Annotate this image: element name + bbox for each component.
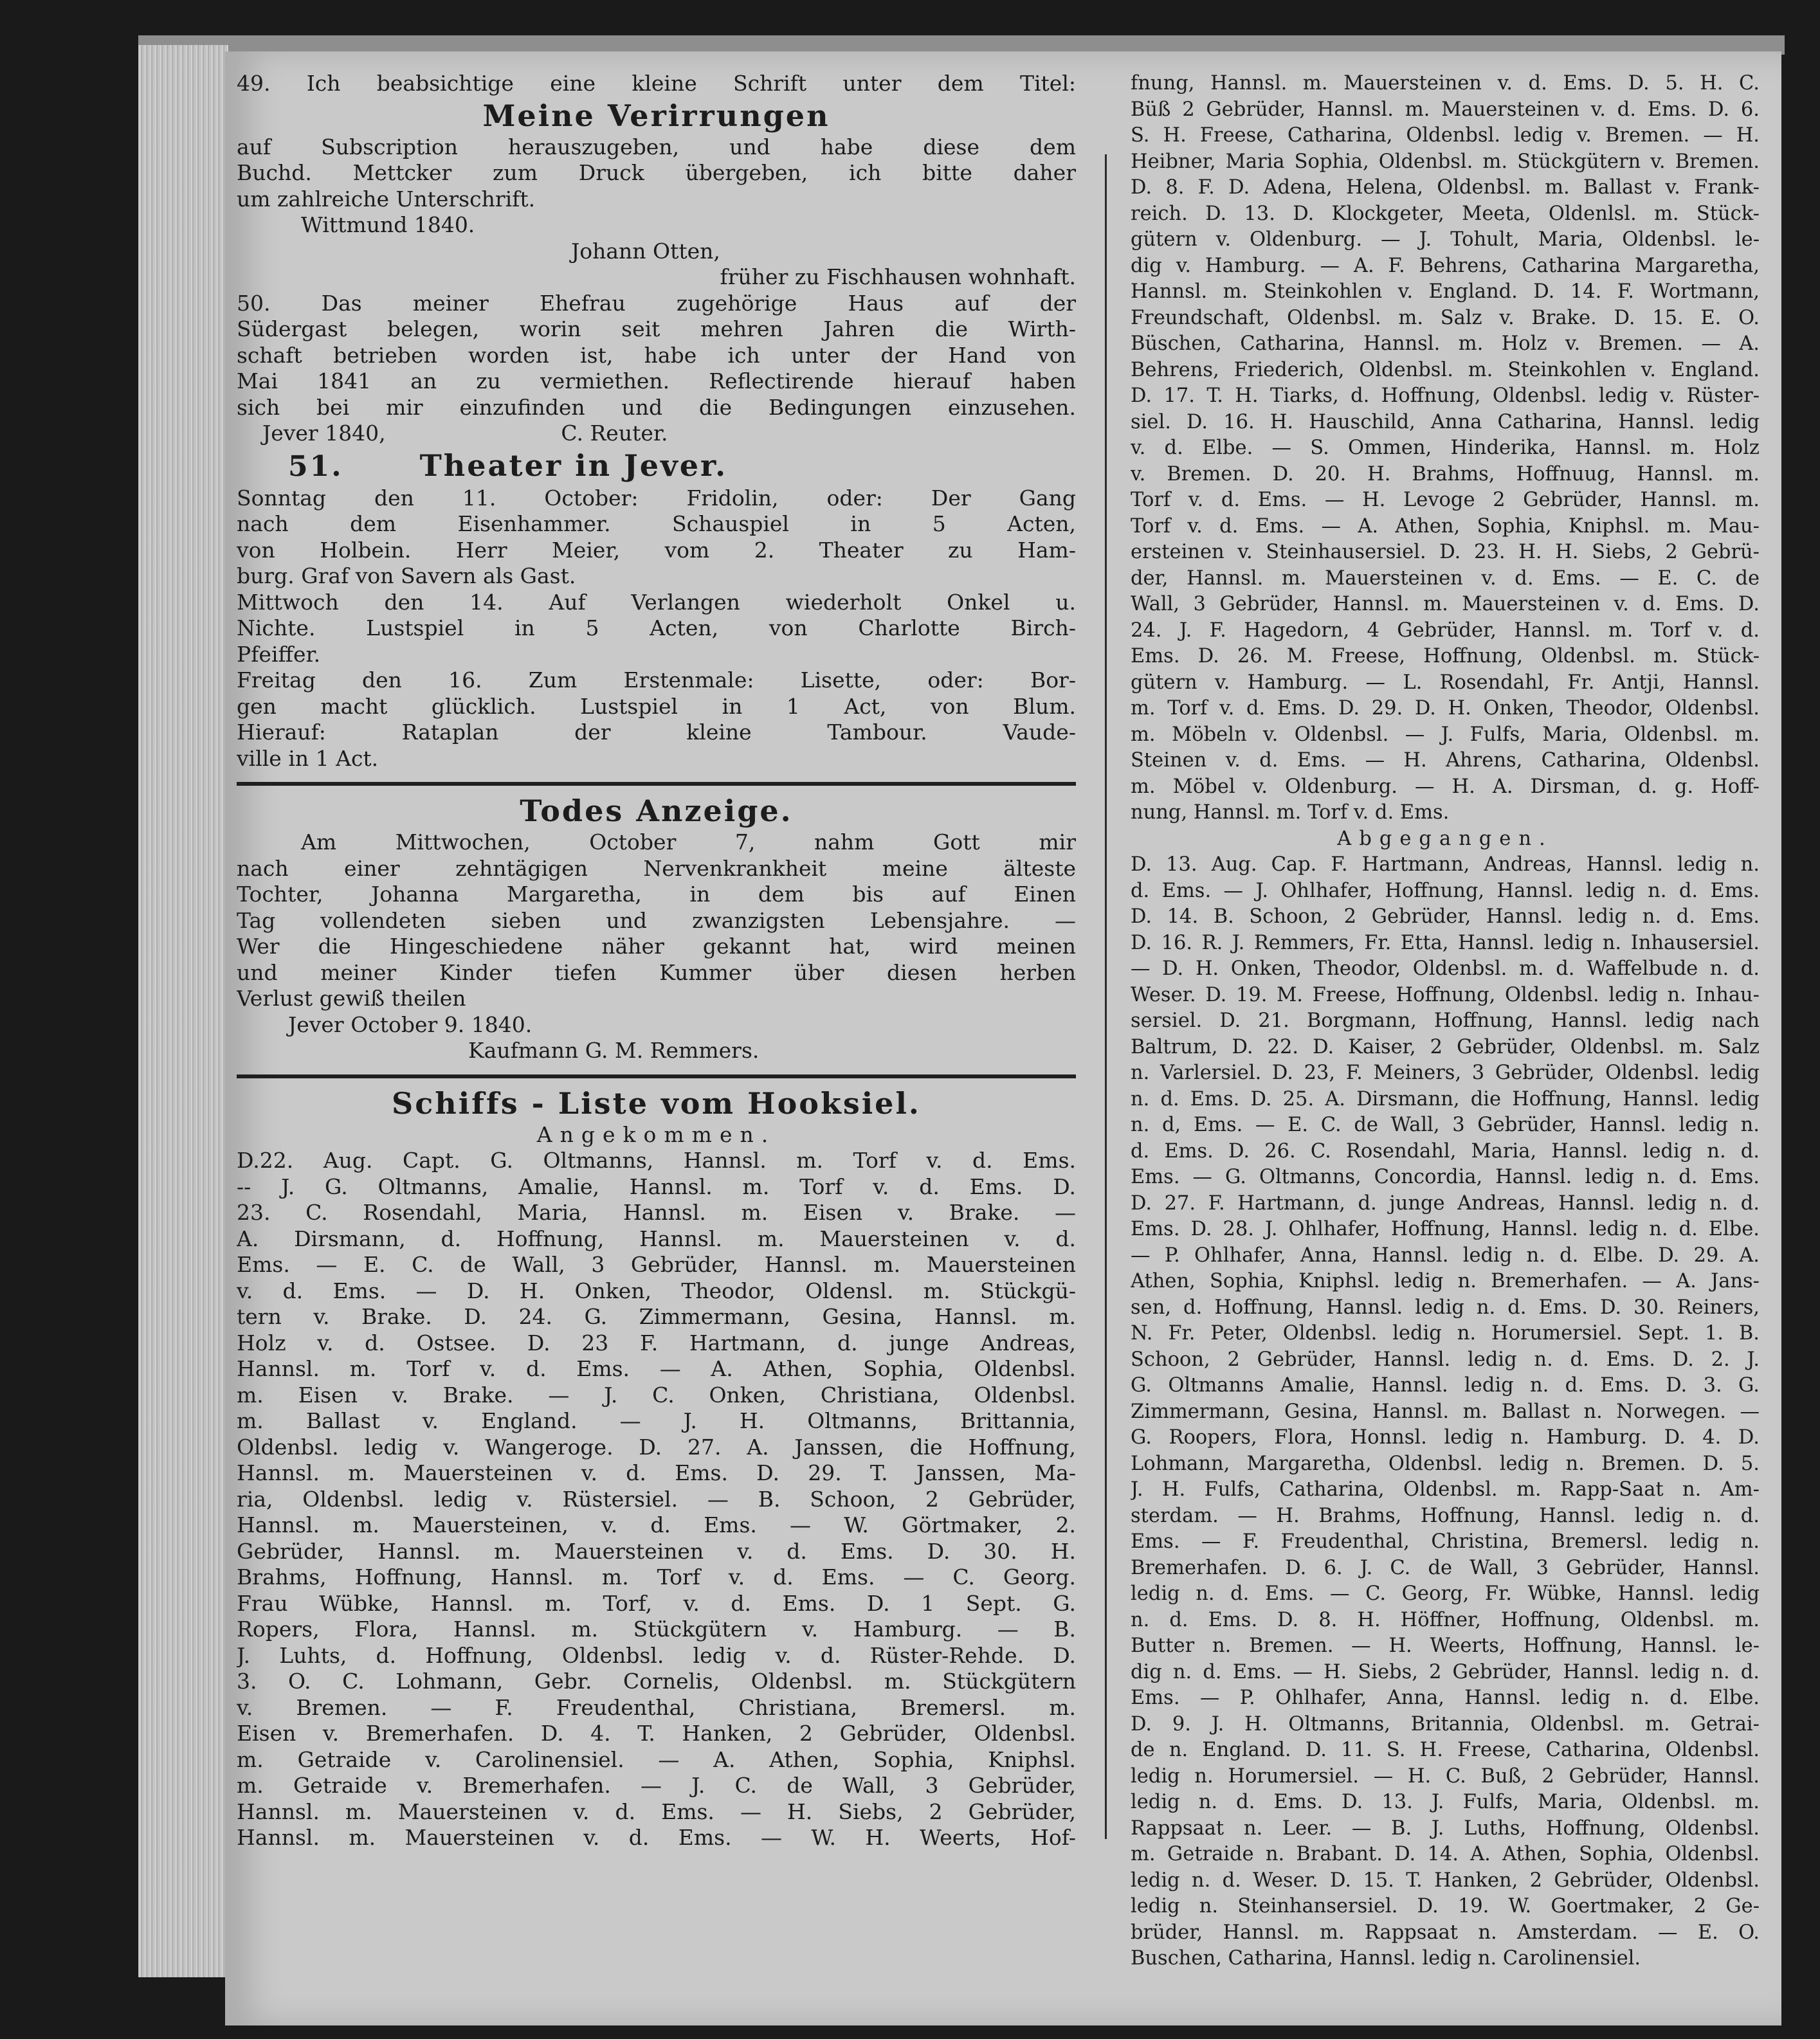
arrived-entry-line: D.22. Aug. Capt. G. Oltmanns, Hannsl. m. Torf v. d. Ems. [237, 1148, 1076, 1173]
arrived-entry-line: Eisen v. Bremerhafen. D. 4. T. Hanken, 2 Gebrüder, Oldenbsl. [237, 1721, 1076, 1746]
notice-49-place-date: Wittmund 1840. [301, 212, 475, 237]
arrived-entry-line: der, Hannsl. m. Mauersteinen v. d. Ems. — E. C. de [1131, 566, 1760, 590]
notice-50 [237, 291, 1076, 447]
arrived-entry-line: Torf v. d. Ems. — A. Athen, Sophia, Kniphsl. m. Mau- [1131, 514, 1760, 538]
death-notice-signature: Kaufmann G. M. Remmers. [468, 1038, 760, 1063]
notice-51-line: Freitag den 16. Zum Erstenmale: Lisette, oder: Bor- [237, 667, 1076, 693]
book-fore-edge [138, 45, 228, 1977]
arrived-entry-line: m. Möbel v. Oldenburg. — H. A. Dirsman, d. g. Hoff- [1131, 775, 1760, 798]
death-notice-title: Todes Anzeige. [520, 793, 793, 828]
departed-entry-line: ledig n. Horumersiel. — H. C. Buß, 2 Gebrüder, Hannsl. [1131, 1764, 1760, 1788]
arrived-entry-line: D. 8. F. D. Adena, Helena, Oldenbsl. m. Ballast v. Frank- [1131, 176, 1760, 199]
arrived-entry-line: A. Dirsmann, d. Hoffnung, Hannsl. m. Mauersteinen v. d. [237, 1226, 1076, 1251]
arrived-entry-line: fnung, Hannsl. m. Mauersteinen v. d. Ems. D. 5. H. C. [1131, 72, 1760, 95]
departed-entry-line: D. 16. R. J. Remmers, Fr. Etta, Hannsl. ledig n. Inhausersiel. [1131, 931, 1760, 954]
arrived-entry-line: D. 17. T. H. Tiarks, d. Hoffnung, Oldenbsl. ledig v. Rüster- [1131, 385, 1760, 407]
death-notice-line: Verlust gewiß theilen [237, 986, 466, 1011]
arrived-heading: Angekommen. [536, 1121, 776, 1147]
departed-entry-line: Lohmann, Margaretha, Oldenbsl. ledig n. Bremen. D. 5. [1131, 1452, 1760, 1475]
arrived-entry-line: v. Bremen. — F. Freudenthal, Christiana, Bremersl. m. [237, 1694, 1076, 1720]
notice-51-line: Pfeiffer. [237, 641, 321, 667]
arrived-entry-line: Freundschaft, Oldenbsl. m. Salz v. Brake. D. 15. E. O. [1131, 306, 1760, 329]
arrived-entry-line: S. H. Freese, Catharina, Oldenbsl. ledig v. Bremen. — H. [1131, 124, 1760, 147]
departed-entry-line: G. Roopers, Flora, Honnsl. ledig n. Hamburg. D. 4. D. [1131, 1426, 1760, 1449]
arrived-entry-line: Wall, 3 Gebrüder, Hannsl. m. Mauersteinen v. d. Ems. D. [1131, 593, 1760, 615]
departed-entry-line: n. d. Ems. D. 8. H. Höffner, Hoffnung, Oldenbsl. m. [1131, 1608, 1760, 1631]
arrived-entries-continued [1131, 71, 1760, 826]
departed-entry-line: Butter n. Bremen. — H. Weerts, Hoffnung, Hannsl. le- [1131, 1635, 1760, 1657]
arrived-entry-line: m. Torf v. d. Ems. D. 29. D. H. Onken, Theodor, Oldenbsl. [1131, 697, 1760, 720]
departed-entry-line: sterdam. — H. Brahms, Hoffnung, Hannsl. ledig n. d. [1131, 1504, 1760, 1527]
notice-51-heading [237, 447, 1076, 485]
death-notice-line: Tag vollendeten sieben und zwanzigsten Lebensjahre. — [237, 907, 1076, 933]
departed-entry-line: D. 9. J. H. Oltmanns, Britannia, Oldenbsl. m. Getrai- [1131, 1712, 1760, 1735]
arrived-entry-line: Oldenbsl. ledig v. Wangeroge. D. 27. A. Janssen, die Hoffnung, [237, 1434, 1076, 1460]
arrived-entry-line: siel. D. 16. H. Hauschild, Anna Catharina, Hannsl. ledig [1131, 410, 1760, 433]
ship-list-title: Schiffs - Liste vom Hooksiel. [392, 1085, 921, 1121]
arrived-entry-line: Hannsl. m. Steinkohlen v. England. D. 14. F. Wortmann, [1131, 280, 1760, 303]
death-notice-line: nach einer zehntägigen Nervenkrankheit meine älteste [237, 855, 1076, 881]
arrived-entry-line: Torf v. d. Ems. — H. Levoge 2 Gebrüder, Hannsl. m. [1131, 489, 1760, 511]
left-column [237, 71, 1076, 1851]
notice-51-line: Sonntag den 11. October: Fridolin, oder: Der Gang [237, 485, 1076, 511]
departed-entry-line: Ems. — G. Oltmanns, Concordia, Hannsl. ledig n. d. Ems. [1131, 1166, 1760, 1188]
departed-entry-line: m. Getraide n. Brabant. D. 14. A. Athen, Sophia, Oldenbsl. [1131, 1843, 1760, 1865]
death-notice [237, 792, 1076, 1064]
departed-entry-line: Weser. D. 19. M. Freese, Hoffnung, Oldenbsl. ledig n. Inhau- [1131, 983, 1760, 1006]
notice-50-line: Südergast belegen, worin seit mehren Jahren die Wirth- [237, 316, 1076, 341]
notice-49-line: um zahlreiche Unterschrift. [237, 186, 536, 212]
arrived-entry-line: Ems. D. 26. M. Freese, Hoffnung, Oldenbsl. m. Stück- [1131, 645, 1760, 667]
death-notice-line: Am Mittwochen, October 7, nahm Gott mir [301, 829, 1076, 855]
arrived-entry-line: Holz v. d. Ostsee. D. 23 F. Hartmann, d. junge Andreas, [237, 1330, 1076, 1355]
notice-49-line: 49. Ich beabsichtige eine kleine Schrift unter dem Titel: [237, 71, 1076, 96]
arrived-entry-line: nung, Hannsl. m. Torf v. d. Ems. [1131, 801, 1450, 824]
departed-entry-line: dig n. d. Ems. — H. Siebs, 2 Gebrüder, Hannsl. ledig n. d. [1131, 1660, 1760, 1683]
notice-50-line: schaft betrieben worden ist, habe ich unter der Hand von [237, 342, 1076, 368]
departed-entry-line: n. d, Ems. — E. C. de Wall, 3 Gebrüder, Hannsl. ledig n. [1131, 1114, 1760, 1136]
departed-entry-line: ledig n. Steinhansersiel. D. 19. W. Goertmaker, 2 Ge- [1131, 1895, 1760, 1917]
departed-entry-line: sersiel. D. 21. Borgmann, Hoffnung, Hannsl. ledig nach [1131, 1010, 1760, 1032]
notice-50-line: 50. Das meiner Ehefrau zugehörige Haus auf der [237, 290, 1076, 316]
departed-entry-line: Buschen, Catharina, Hannsl. ledig n. Carolinensiel. [1131, 1947, 1641, 1970]
departed-entry-line: de n. England. D. 11. S. H. Freese, Catharina, Oldenbsl. [1131, 1739, 1760, 1761]
arrived-entry-line: m. Getraide v. Bremerhafen. — J. C. de Wall, 3 Gebrüder, [237, 1773, 1076, 1798]
arrived-entry-line: J. Luhts, d. Hoffnung, Oldenbsl. ledig v. d. Rüster-Rehde. D. [237, 1642, 1076, 1668]
departed-entry-line: Baltrum, D. 22. D. Kaiser, 2 Gebrüder, Oldenbsl. m. Salz [1131, 1035, 1760, 1058]
section-divider [237, 782, 1076, 786]
arrived-entry-line: m. Möbeln v. Oldenbsl. — J. Fulfs, Maria, Oldenbsl. m. [1131, 723, 1760, 746]
arrived-entry-line: -- J. G. Oltmanns, Amalie, Hannsl. m. Torf v. d. Ems. D. [237, 1174, 1076, 1199]
notice-49-signature-note: früher zu Fischhausen wohnhaft. [720, 264, 1076, 289]
column-divider [1105, 154, 1107, 1839]
arrived-entry-line: gütern v. Hamburg. — L. Rosendahl, Fr. Antji, Hannsl. [1131, 671, 1760, 694]
notice-51-line: Nichte. Lustspiel in 5 Acten, von Charlotte Birch- [237, 615, 1076, 640]
departed-entry-line: Ems. D. 28. J. Ohlhafer, Hoffnung, Hannsl. ledig n. d. Elbe. [1131, 1218, 1760, 1240]
arrived-entry-line: v. Bremen. D. 20. H. Brahms, Hoffnuug, Hannsl. m. [1131, 462, 1760, 485]
arrived-entry-line: v. d. Ems. — D. H. Onken, Theodor, Oldensl. m. Stückgü- [237, 1278, 1076, 1303]
departed-entry-line: n. Varlersiel. D. 23, F. Meiners, 3 Gebrüder, Oldenbsl. ledig [1131, 1062, 1760, 1084]
notice-50-signature: Jever 1840, C. Reuter. [262, 421, 668, 446]
departed-entry-line: ledig n. d. Ems. D. 13. J. Fulfs, Maria, Oldenbsl. m. [1131, 1791, 1760, 1813]
right-column [1131, 71, 1760, 1972]
departed-entry-line: n. d. Ems. D. 25. A. Dirsmann, die Hoffnung, Hannsl. ledig [1131, 1087, 1760, 1110]
departed-entry-line: sen, d. Hoffnung, Hannsl. ledig n. d. Ems. D. 30. Reiners, [1131, 1296, 1760, 1319]
arrived-entry-line: Frau Wübke, Hannsl. m. Torf, v. d. Ems. D. 1 Sept. G. [237, 1590, 1076, 1616]
notice-49-signature: Johann Otten, [571, 238, 720, 264]
departed-entry-line: D. 27. F. Hartmann, d. junge Andreas, Hannsl. ledig n. d. [1131, 1192, 1760, 1215]
death-notice-place-date: Jever October 9. 1840. [288, 1011, 532, 1037]
departed-entry-line: J. H. Fulfs, Catharina, Oldenbsl. m. Rapp-Saat n. Am- [1131, 1478, 1760, 1501]
arrived-entry-line: gütern v. Oldenburg. — J. Tohult, Maria, Oldenbsl. le- [1131, 228, 1760, 251]
departed-entry-line: d. Ems. — J. Ohlhafer, Hoffnung, Hannsl. ledig n. d. Ems. [1131, 879, 1760, 902]
death-notice-line: Wer die Hingeschiedene näher gekannt hat, wird meinen [237, 934, 1076, 959]
section-divider [237, 1074, 1076, 1078]
notice-51-line: burg. Graf von Savern als Gast. [237, 563, 576, 588]
arrived-entry-line: Hannsl. m. Mauersteinen v. d. Ems. — W. H. Weerts, Hof- [237, 1825, 1076, 1850]
arrived-entry-line: Büschen, Catharina, Hannsl. m. Holz v. Bremen. — A. [1131, 332, 1760, 355]
departed-entry-line: Ems. — P. Ohlhafer, Anna, Hannsl. ledig n. d. Elbe. [1131, 1687, 1760, 1709]
arrived-entry-line: m. Ballast v. England. — J. H. Oltmanns, Brittannia, [237, 1408, 1076, 1433]
notice-49-line: Buchd. Mettcker zum Druck übergeben, ich bitte daher [237, 160, 1076, 185]
arrived-entry-line: dig v. Hamburg. — A. F. Behrens, Catharina Margaretha, [1131, 254, 1760, 277]
arrived-entry-line: m. Getraide v. Carolinensiel. — A. Athen, Sophia, Kniphsl. [237, 1746, 1076, 1772]
arrived-entries [237, 1148, 1076, 1851]
arrived-entry-line: Hannsl. m. Mauersteinen, v. d. Ems. — W. Görtmaker, 2. [237, 1512, 1076, 1537]
arrived-entry-line: Ropers, Flora, Hannsl. m. Stückgütern v. Hamburg. — B. [237, 1617, 1076, 1642]
departed-entry-line: d. Ems. D. 26. C. Rosendahl, Maria, Hannsl. ledig n. d. [1131, 1139, 1760, 1163]
departed-entry-line: ledig n. d. Weser. D. 15. T. Hanken, 2 Gebrüder, Oldenbsl. [1131, 1869, 1760, 1892]
arrived-entry-line: tern v. Brake. D. 24. G. Zimmermann, Gesina, Hannsl. m. [237, 1304, 1076, 1329]
departed-entry-line: D. 14. B. Schoon, 2 Gebrüder, Hannsl. ledig n. d. Ems. [1131, 905, 1760, 928]
arrived-entry-line: 23. C. Rosendahl, Maria, Hannsl. m. Eisen v. Brake. — [237, 1200, 1076, 1225]
departed-entry-line: D. 13. Aug. Cap. F. Hartmann, Andreas, Hannsl. ledig n. [1131, 853, 1760, 876]
departed-entry-line: ledig n. d. Ems. — C. Georg, Fr. Wübke, Hannsl. ledig [1131, 1582, 1760, 1605]
notice-51-line: gen macht glücklich. Lustspiel in 1 Act, von Blum. [237, 693, 1076, 719]
arrived-entry-line: 3. O. C. Lohmann, Gebr. Cornelis, Oldenbsl. m. Stückgütern [237, 1669, 1076, 1694]
arrived-entry-line: Büß 2 Gebrüder, Hannsl. m. Mauersteinen v. d. Ems. D. 6. [1131, 98, 1760, 121]
notice-50-line: sich bei mir einzufinden und die Bedingungen einzusehen. [237, 394, 1076, 420]
notice-51 [237, 447, 1076, 772]
arrived-entry-line: Heibner, Maria Sophia, Oldenbsl. m. Stückgütern v. Bremen. [1131, 150, 1760, 173]
arrived-entry-line: m. Eisen v. Brake. — J. C. Onken, Christiana, Oldenbsl. [237, 1382, 1076, 1408]
departed-entry-line: Rappsaat n. Leer. — B. J. Luths, Hoffnung, Oldenbsl. [1131, 1817, 1760, 1840]
departed-entry-line: brüder, Hannsl. m. Rappsaat n. Amsterdam. — E. O. [1131, 1921, 1760, 1944]
ship-list [237, 1085, 1076, 1851]
notice-51-line: Mittwoch den 14. Auf Verlangen wiederholt Onkel u. [237, 589, 1076, 615]
arrived-entry-line: Gebrüder, Hannsl. m. Mauersteinen v. d. Ems. D. 30. H. [237, 1538, 1076, 1564]
notice-49-line: auf Subscription herauszugeben, und habe diese dem [237, 134, 1076, 159]
arrived-entry-line: 24. J. F. Hagedorn, 4 Gebrüder, Hannsl. m. Torf v. d. [1131, 619, 1760, 642]
departed-heading: Abgegangen. [1337, 827, 1553, 850]
notice-51-line: ville in 1 Act. [237, 745, 379, 771]
arrived-entry-line: Steinen v. d. Ems. — H. Ahrens, Catharina, Oldenbsl. [1131, 749, 1760, 772]
arrived-entry-line: v. d. Elbe. — S. Ommen, Hinderika, Hannsl. m. Holz [1131, 437, 1760, 459]
departed-entry-line: Ems. — F. Freudenthal, Christina, Bremersl. ledig n. [1131, 1530, 1760, 1553]
departed-entry-line: Athen, Sophia, Kniphsl. ledig n. Bremerhafen. — A. Jans- [1131, 1270, 1760, 1292]
arrived-entry-line: Brahms, Hoffnung, Hannsl. m. Torf v. d. Ems. — C. Georg. [237, 1564, 1076, 1590]
death-notice-line: und meiner Kinder tiefen Kummer über diesen herben [237, 959, 1076, 985]
departed-entry-line: Zimmermann, Gesina, Hannsl. m. Ballast n. Norwegen. — [1131, 1400, 1760, 1423]
arrived-entry-line: ria, Oldenbsl. ledig v. Rüstersiel. — B. Schoon, 2 Gebrüder, [237, 1486, 1076, 1512]
notice-51-line: von Holbein. Herr Meier, vom 2. Theater zu Ham- [237, 537, 1076, 563]
notice-51-title: Theater in Jever. [419, 448, 728, 483]
departed-entry-line: G. Oltmanns Amalie, Hannsl. ledig n. d. Ems. D. 3. G. [1131, 1374, 1760, 1397]
departed-entry-line: Bremerhafen. D. 6. J. C. de Wall, 3 Gebrüder, Hannsl. [1131, 1556, 1760, 1579]
arrived-entry-line: Hannsl. m. Mauersteinen v. d. Ems. D. 29. T. Janssen, Ma- [237, 1460, 1076, 1485]
arrived-entry-line: ersteinen v. Steinhausersiel. D. 23. H. H. Siebs, 2 Gebrü- [1131, 541, 1760, 563]
departed-entry-line: Schoon, 2 Gebrüder, Hannsl. ledig n. d. Ems. D. 2. J. [1131, 1348, 1760, 1371]
arrived-entry-line: Hannsl. m. Mauersteinen v. d. Ems. — H. Siebs, 2 Gebrüder, [237, 1799, 1076, 1824]
arrived-entry-line: Hannsl. m. Torf v. d. Ems. — A. Athen, Sophia, Oldenbsl. [237, 1356, 1076, 1381]
notice-49 [237, 71, 1076, 291]
departed-entry-line: N. Fr. Peter, Oldenbsl. ledig n. Horumersiel. Sept. 1. B. [1131, 1322, 1760, 1345]
notice-49-title: Meine Verirrungen [482, 98, 830, 133]
departed-entry-line: — P. Ohlhafer, Anna, Hannsl. ledig n. d. Elbe. D. 29. A. [1131, 1244, 1760, 1267]
notice-51-line: Hierauf: Rataplan der kleine Tambour. Vaude- [237, 720, 1076, 745]
departed-entries [1131, 852, 1760, 1972]
departed-entry-line: — D. H. Onken, Theodor, Oldenbsl. m. d. Waffelbude n. d. [1131, 957, 1760, 980]
notice-51-line: nach dem Eisenhammer. Schauspiel in 5 Acten, [237, 511, 1076, 536]
death-notice-line: Tochter, Johanna Margaretha, in dem bis auf Einen [237, 882, 1076, 907]
arrived-entry-line: reich. D. 13. D. Klockgeter, Meeta, Oldenlsl. m. Stück- [1131, 202, 1760, 225]
arrived-entry-line: Behrens, Friederich, Oldenbsl. m. Steinkohlen v. England. [1131, 358, 1760, 381]
notice-51-number: 51. [288, 449, 343, 483]
arrived-entry-line: Ems. — E. C. de Wall, 3 Gebrüder, Hannsl. m. Mauersteinen [237, 1252, 1076, 1277]
notice-50-line: Mai 1841 an zu vermiethen. Reflectirende hierauf haben [237, 368, 1076, 394]
